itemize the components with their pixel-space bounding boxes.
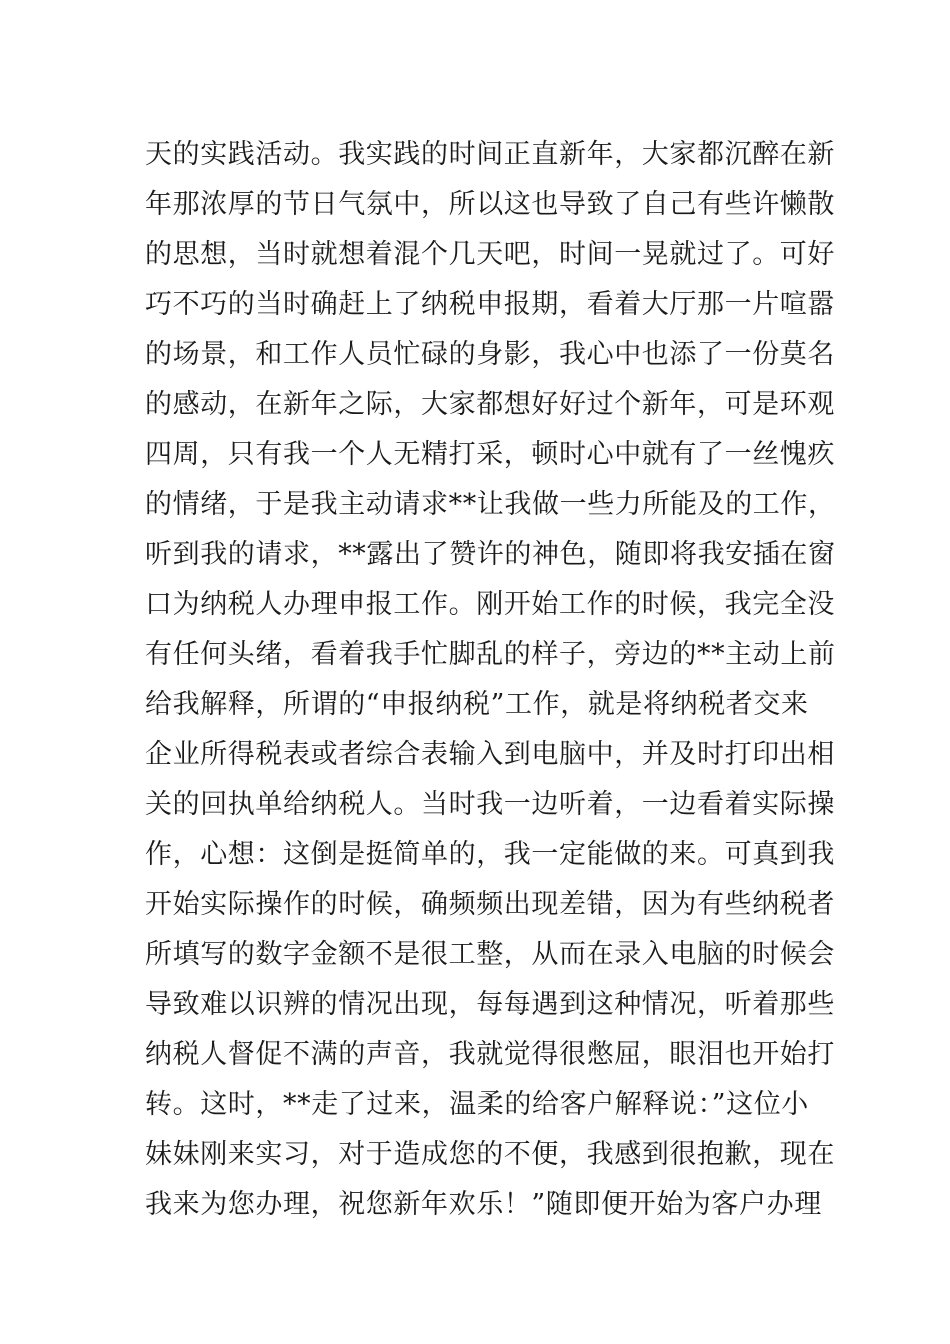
text-line-13: 企业所得税表或者综合表输入到电脑中，并及时打印出相 — [145, 739, 835, 770]
text-line-2: 年那浓厚的节日气氛中，所以这也导致了自己有些许懒散 — [145, 189, 835, 220]
text-line-10: 口为纳税人办理申报工作。刚开始工作的时候，我完全没 — [145, 589, 835, 620]
text-line-7: 四周，只有我一个人无精打采，顿时心中就有了一丝愧疚 — [145, 439, 835, 470]
body-text — [145, 130, 836, 1230]
text-line-12: 给我解释，所谓的“申报纳税”工作，就是将纳税者交来 — [145, 689, 809, 720]
text-line-9: 听到我的请求，**露出了赞许的神色，随即将我安插在窗 — [145, 539, 836, 570]
text-line-16: 开始实际操作的时候，确频频出现差错，因为有些纳税者 — [145, 889, 835, 920]
text-line-17: 所填写的数字金额不是很工整，从而在录入电脑的时候会 — [145, 939, 835, 970]
text-line-8: 的情绪，于是我主动请求**让我做一些力所能及的工作， — [145, 489, 836, 520]
text-line-14: 关的回执单给纳税人。当时我一边听着，一边看着实际操 — [145, 789, 835, 820]
text-line-4: 巧不巧的当时确赶上了纳税申报期，看着大厅那一片喧嚣 — [145, 289, 835, 320]
text-line-1: 天的实践活动。我实践的时间正直新年，大家都沉醉在新 — [145, 139, 835, 170]
text-line-5: 的场景，和工作人员忙碌的身影，我心中也添了一份莫名 — [145, 339, 835, 370]
text-line-3: 的思想，当时就想着混个几天吧，时间一晃就过了。可好 — [145, 239, 835, 270]
text-line-21: 妹妹刚来实习，对于造成您的不便，我感到很抱歉，现在 — [145, 1139, 835, 1170]
text-line-6: 的感动，在新年之际，大家都想好好过个新年，可是环观 — [145, 389, 835, 420]
text-line-18: 导致难以识辨的情况出现，每每遇到这种情况，听着那些 — [145, 989, 835, 1020]
text-line-15: 作，心想：这倒是挺简单的，我一定能做的来。可真到我 — [145, 839, 835, 870]
text-line-20: 转。这时，**走了过来，温柔的给客户解释说：”这位小 — [145, 1089, 809, 1120]
text-line-11: 有任何头绪，看着我手忙脚乱的样子，旁边的**主动上前 — [145, 639, 836, 670]
text-line-22: 我来为您办理，祝您新年欢乐！”随即便开始为客户办理 — [145, 1189, 822, 1220]
text-line-19: 纳税人督促不满的声音，我就觉得很憋屈，眼泪也开始打 — [145, 1039, 835, 1070]
